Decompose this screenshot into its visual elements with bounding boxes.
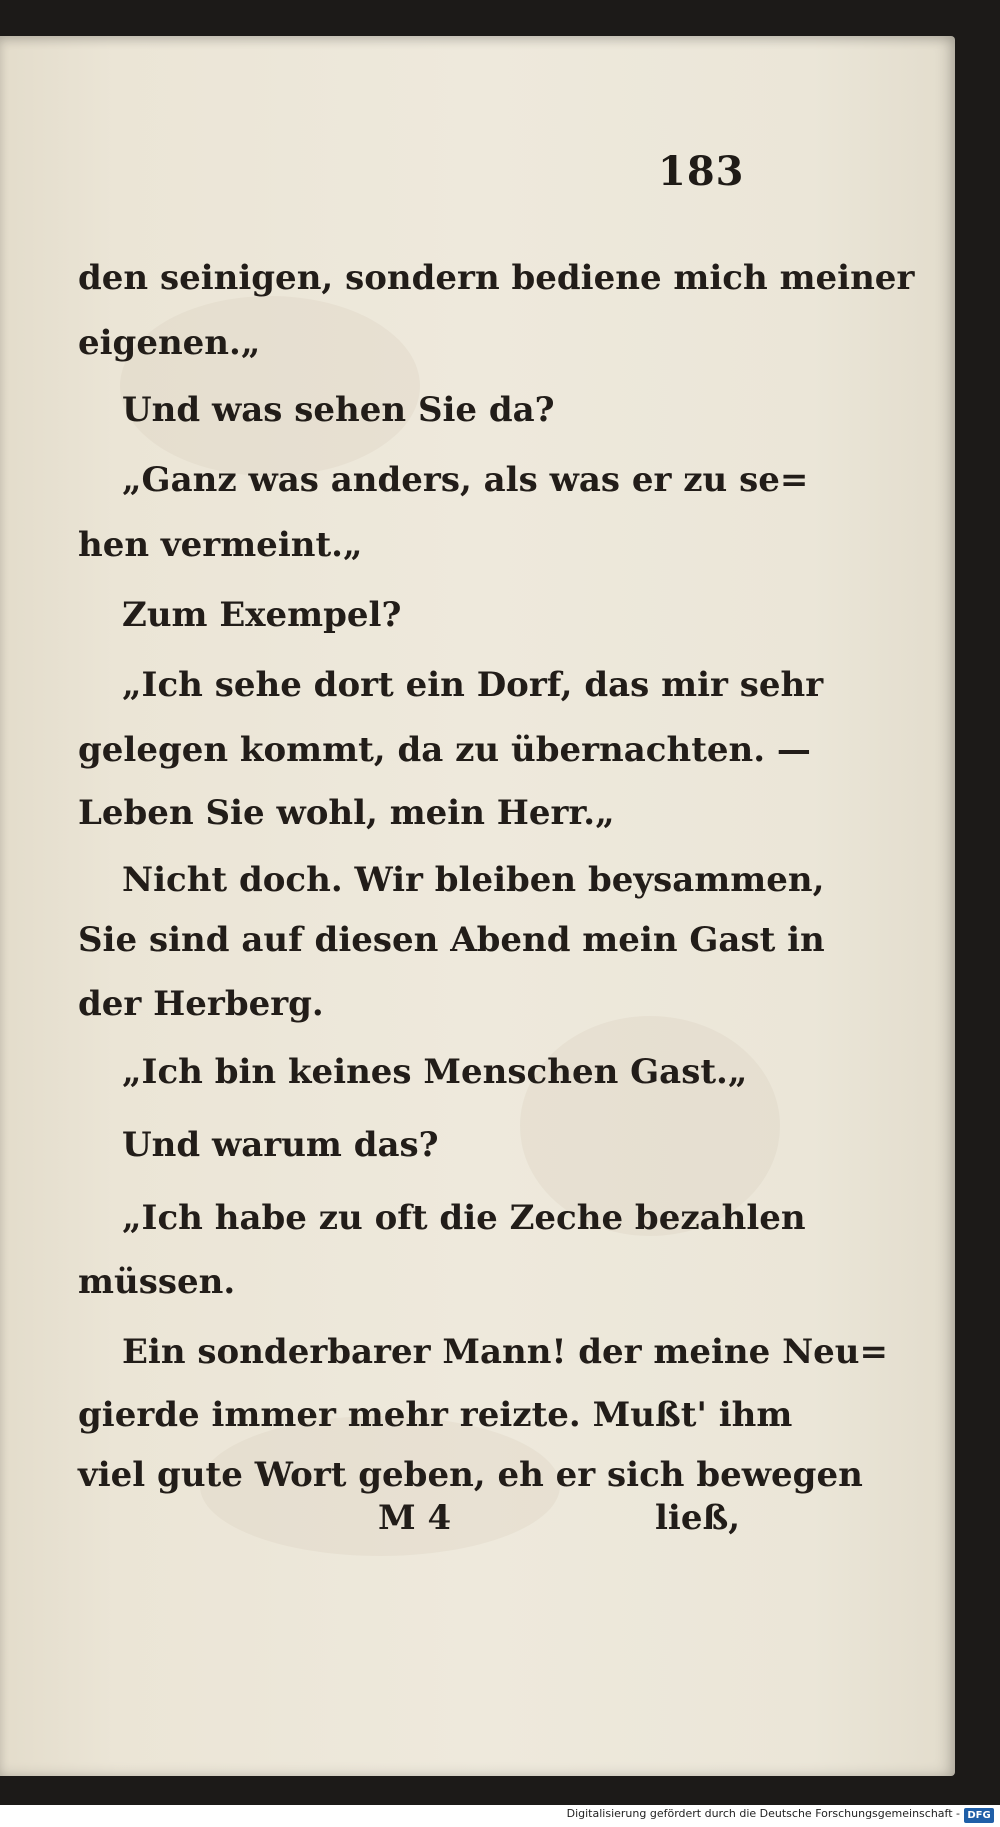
- text-line: müssen.: [78, 1262, 236, 1302]
- text-line: der Herberg.: [78, 984, 324, 1024]
- signature-mark: M 4: [378, 1498, 452, 1538]
- text-line: Sie sind auf diesen Abend mein Gast in: [78, 920, 825, 960]
- dfg-logo-icon: DFG: [964, 1808, 994, 1823]
- text-line: „Ich sehe dort ein Dorf, das mir sehr: [122, 665, 824, 705]
- catchword: ließ,: [655, 1498, 741, 1538]
- text-line: Und warum das?: [122, 1125, 439, 1165]
- text-line: „Ich bin keines Menschen Gast.„: [122, 1052, 748, 1092]
- text-line: Leben Sie wohl, mein Herr.„: [78, 793, 615, 833]
- text-line: Und was sehen Sie da?: [122, 390, 555, 430]
- text-line: den seinigen, sondern bediene mich meiner: [78, 258, 915, 298]
- text-line: gelegen kommt, da zu übernachten. —: [78, 730, 811, 770]
- text-line: viel gute Wort geben, eh er sich bewegen: [78, 1455, 863, 1495]
- text-line: hen vermeint.„: [78, 525, 363, 565]
- text-line: eigenen.„: [78, 323, 261, 363]
- digitization-credit: Digitalisierung gefördert durch die Deutsche Forschungsgemeinschaft -: [566, 1807, 960, 1820]
- text-line: „Ich habe zu oft die Zeche bezahlen: [122, 1198, 806, 1238]
- page-number: 183: [658, 148, 745, 195]
- text-line: gierde immer mehr reizte. Mußt' ihm: [78, 1395, 793, 1435]
- text-line: Ein sonderbarer Mann! der meine Neu=: [122, 1332, 888, 1372]
- text-line: Zum Exempel?: [122, 595, 402, 635]
- text-line: „Ganz was anders, als was er zu se=: [122, 460, 809, 500]
- text-line: Nicht doch. Wir bleiben beysammen,: [122, 860, 825, 900]
